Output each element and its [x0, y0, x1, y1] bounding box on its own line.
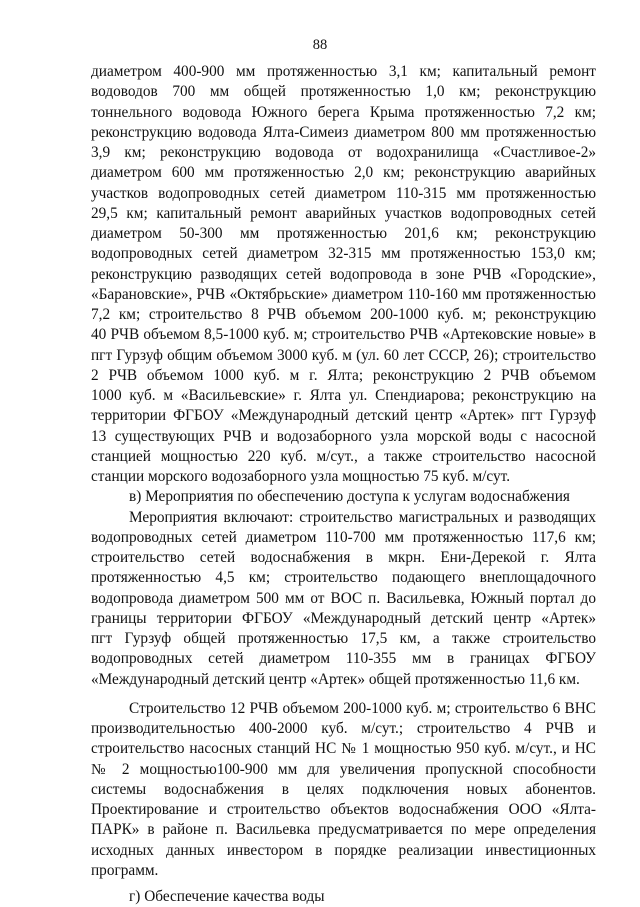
text-line: 2 РЧВ объемом 1000 куб. м г. Ялта; реконструкцию 2 РЧВ объемом	[91, 366, 596, 384]
heading-text: в) Мероприятия по обеспечению доступа к услугам водоснабжения	[129, 488, 570, 506]
text-line: ПАРК» в районе п. Васильевка предусматривается по мере определения	[91, 821, 596, 839]
text-line: 29,5 км; капитальный ремонт аварийных участков водопроводных сетей	[91, 204, 596, 222]
text-line: станцией мощностью 220 куб. м/сут., а также строительство насосной	[91, 447, 596, 465]
section-heading-water-quality	[91, 887, 596, 907]
heading-text: г) Обеспечение качества воды	[129, 888, 325, 905]
text-line: 7,2 км; строительство 8 РЧВ объемом 200-1000 куб. м; реконструкцию	[91, 306, 596, 323]
text-line: 1000 куб. м «Васильевские» г. Ялта ул. Спендиарова; реконструкцию на	[91, 387, 596, 404]
text-line: № 2 мощностью100-900 мм для увеличения пропускной способности	[91, 760, 596, 778]
text-line: строительство насосных станций НС № 1 мощностью 950 куб. м/сут., и НС	[91, 740, 596, 758]
text-line: водопроводных сетей диаметром 110-355 мм в границах ФГБОУ	[91, 650, 596, 668]
text-line: реконструкцию разводящих сетей водопровода в зоне РЧВ «Городские»,	[91, 265, 596, 283]
text-line: тоннельного водовода Южного берега Крыма протяженностью 7,2 км;	[91, 103, 596, 121]
text-line: водопроводных сетей диаметром 32-315 мм протяженностью 153,0 км;	[91, 245, 596, 263]
text-line: диаметром 50-300 мм протяженностью 201,6 км; реконструкцию	[91, 225, 596, 242]
document-body	[91, 62, 596, 907]
text-line: Мероприятия включают: строительство магистральных и разводящих	[129, 508, 596, 526]
text-line: 13 существующих РЧВ и водозаборного узла морской воды с насосной	[91, 427, 596, 445]
text-line: программ.	[91, 861, 159, 879]
text-line: диаметром 600 мм протяженностью 2,0 км; реконструкцию аварийных	[91, 164, 596, 182]
text-line: «Международный детский центр «Артек» общей протяженностью 11,6 км.	[91, 670, 580, 688]
text-line: протяженностью 4,5 км; строительство подающего внеплощадочного	[91, 569, 596, 587]
page-number: 88	[312, 37, 328, 53]
text-line: Строительство 12 РЧВ объемом 200-1000 куб. м; строительство 6 ВНС	[129, 699, 596, 717]
text-line: системы водоснабжения в целях подключения новых абонентов.	[91, 780, 596, 798]
text-line: водоводов 700 мм общей протяженностью 1,0 км; реконструкцию	[91, 83, 596, 101]
paragraph-measures	[91, 508, 596, 690]
text-line: диаметром 400-900 мм протяженностью 3,1 км; капитальный ремонт	[91, 63, 596, 80]
text-line: пгт Гурзуф общим объемом 3000 куб. м (ул. 60 лет СССР, 26); строительство	[91, 346, 596, 364]
text-line: 40 РЧВ объемом 8,5-1000 куб. м; строительство РЧВ «Артековские новые» в	[91, 326, 596, 344]
section-heading-water-access	[91, 487, 596, 507]
text-line: реконструкцию водовода Ялта-Симеиз диаметром 800 мм протяженностью	[91, 123, 596, 141]
text-line: производительностью 400-2000 куб. м/сут.; строительство 4 РЧВ и	[91, 720, 596, 737]
text-line: участков водопроводных сетей диаметром 110-315 мм протяженностью	[91, 184, 596, 202]
text-line: станции морского водозаборного узла мощностью 75 куб. м/сут.	[91, 468, 511, 485]
text-line: пгт Гурзуф общей протяженностью 17,5 км, а также строительство	[91, 630, 596, 647]
paragraph-network-reconstruction	[91, 62, 596, 487]
text-line: границы территории ФГБОУ «Международный детский центр «Артек»	[91, 609, 596, 627]
text-line: водопроводных сетей диаметром 110-700 мм протяженностью 117,6 км;	[91, 528, 596, 546]
text-line: территории ФГБОУ «Международный детский центр «Артек» пгт Гурзуф	[91, 407, 596, 425]
paragraph-construction	[91, 699, 596, 881]
text-line: водопровода диаметром 500 мм от ВОС п. Васильевка, Южный портал до	[91, 589, 596, 607]
text-line: «Барановские», РЧВ «Октябрьские» диаметром 110-160 мм протяженностью	[91, 285, 596, 303]
text-line: строительство сетей водоснабжения в мкрн. Ени-Дерекой г. Ялта	[91, 549, 596, 566]
text-line: исходных данных инвестором в порядке реализации инвестиционных	[91, 841, 596, 859]
text-line: Проектирование и строительство объектов водоснабжения ООО «Ялта-	[91, 801, 596, 818]
text-line: 3,9 км; реконструкцию водовода от водохранилища «Счастливое-2»	[91, 144, 596, 161]
